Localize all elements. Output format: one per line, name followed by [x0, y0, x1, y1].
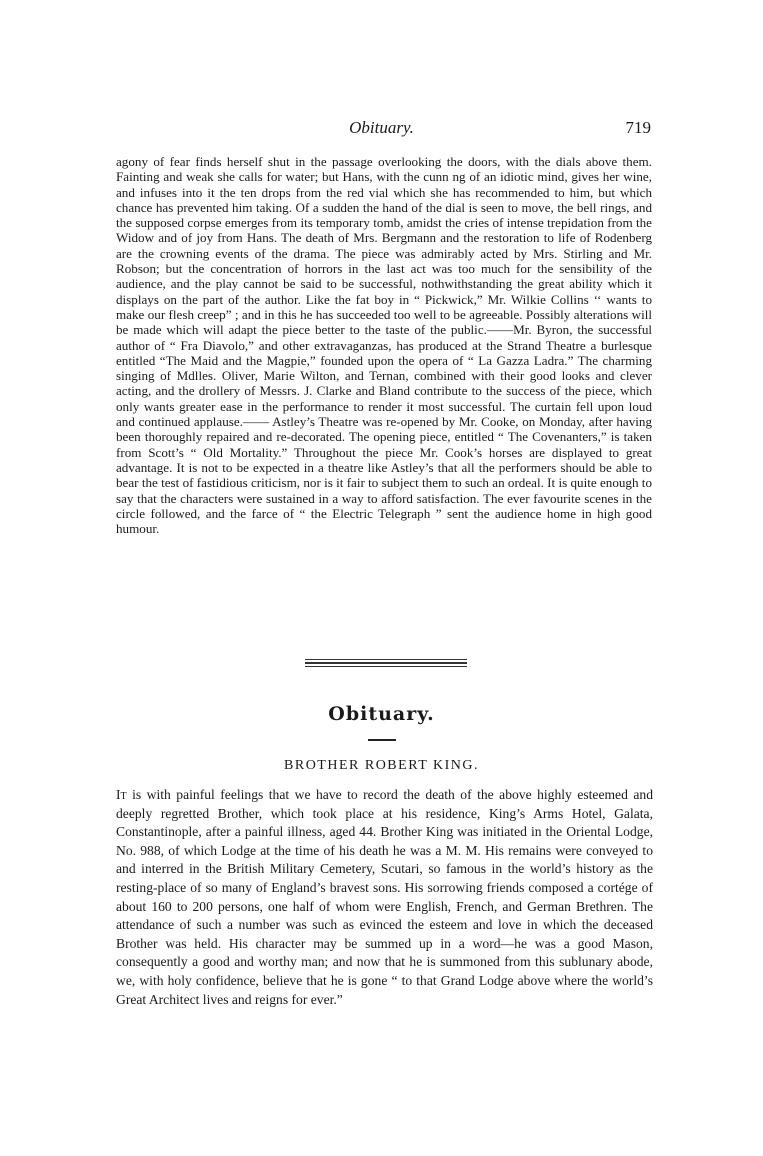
obituary-body: is with painful feelings that we have to record the death of the above highly esteemed and deeply regretted Brother, which took place at his residence, King’s Arms Hotel, Galata, Constantinople, after a painful illness, aged 44. Brother King was initiated in the Oriental Lodge, No. 988, of which Lodge at the time of his death he was a M. M. His remains were conveyed to and interred in the British Military Cemetery, Scutari, so famous in the world’s history as the resting-place of so many of England’s bravest sons. His sorrowing friends composed a cortége of about 160 to 200 persons, one half of whom were English, French, and German Brethren. The attendance of such a number was such as evinced the esteem and love in which the deceased Brother was held. His character may be summed up in a word—he was a good Mason, consequently a good and worthy man; and now that he is summoned from this sublunary abode, we, with holy confidence, believe that he is gone “ to that Grand Lodge above where the world’s Great Architect lives and reigns for ever.”	[116, 787, 653, 1007]
theatre-review-text	[116, 154, 652, 536]
divider-line	[305, 662, 467, 664]
section-divider	[305, 659, 467, 669]
theatre-paragraph: agony of fear finds herself shut in the passage overlooking the doors, with the dials above them. Fainting and weak she calls for water; but Hans, with the cunn ng of an idiotic mind, gives her wine, and infuses into it the ten drops from the red vial which she has recommended to him, but which chance has prevented him taking. Of a sudden the hand of the dial is seen to move, the bell rings, and the supposed corpse emerges from its temporary tomb, amidst the cries of intense trepidation from the Widow and of joy from Hans. The death of Mrs. Bergmann and the restoration to life of Rodenberg are the crowning events of the drama. The piece was admirably acted by Mrs. Stirling and Mr. Robson; but the concentration of horrors in the last act was too much for the sensibility of the audience, and the play cannot be said to be successful, nothwithstanding the great ability which it displays on the part of the author. Like the fat boy in “ Pickwick,” Mr. Wilkie Collins ‘‘ wants to make our flesh creep” ; and in this he has succeeded too well to be agreeable. Possibly alterations will be made which will adapt the piece better to the taste of the public.——Mr. Byron, the successful author of “ Fra Diavolo,” and other extravaganzas, has produced at the Strand Theatre a burlesque entitled “The Maid and the Magpie,” founded upon the opera of “ La Gazza Ladra.” The charming singing of Mdlles. Oliver, Marie Wilton, and Ternan, combined with their good looks and clever acting, and the drollery of Messrs. J. Clarke and Bland contribute to the success of the piece, which only wants greater ease in the performance to render it most successful. The curtain fell upon loud and continued applause.—— Astley’s Theatre was re-opened by Mr. Cooke, on Monday, after having been thoroughly repaired and re-decorated. The opening piece, entitled “ The Covenanters,” is taken from Scott’s “ Old Mortality.” Throughout the piece Mr. Cook’s horses are displayed to great advantage. It is not to be expected in a theatre like Astley’s that all the performers should be able to bear the test of fastidious criticism, nor is it fair to subject them to such an ordeal. It is quite enough to say that the characters were sustained in a way to afford satisfaction. The ever favourite scenes in the circle followed, and the farce of “ the Electric Telegraph ” sent the audience home in high good humour.	[116, 154, 652, 537]
running-title: Obituary.	[349, 118, 414, 137]
obituary-paragraph	[116, 786, 653, 1009]
divider-line	[305, 666, 467, 667]
page-number: 719	[625, 118, 651, 137]
obituary-lead-in: It	[116, 787, 127, 802]
obituary-subhead: BROTHER ROBERT KING.	[284, 758, 479, 773]
title-underline	[368, 739, 396, 741]
section-title: Obituary.	[328, 703, 435, 725]
running-head	[0, 118, 763, 142]
divider-line	[305, 659, 467, 660]
obituary-text	[116, 786, 653, 1009]
